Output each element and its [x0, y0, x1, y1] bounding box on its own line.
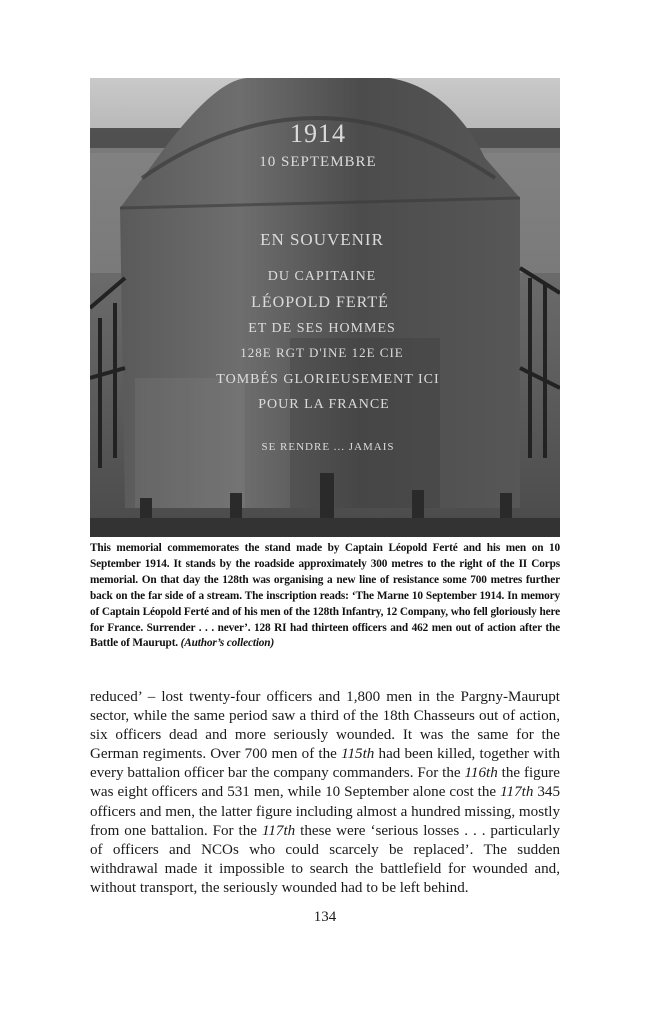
regiment-116th: 116th	[464, 765, 498, 782]
caption-credit: (Author’s collection)	[180, 637, 275, 650]
inscription-line5: LÉOPOLD FERTÉ	[251, 294, 389, 311]
memorial-photo	[90, 78, 560, 537]
body-text-5: these were ‘serious losses . . . particularly of officers and NCOs who could scarcely be replaced’. The sudden withdrawal made it impossible to search the battlefield for wounded and, without transport, the seriously wounded had to be left behind.	[90, 822, 560, 896]
inscription-line4: DU CAPITAINE	[267, 269, 377, 284]
body-text-2: had been killed, together with every battalion officer bar the company commanders. For the	[90, 746, 560, 782]
inscription-line8: TOMBÉS GLORIEUSEMENT ICI	[216, 372, 440, 387]
inscription-line9: POUR LA FRANCE	[258, 397, 390, 412]
body-paragraph	[90, 688, 560, 898]
body-text-4: 345 officers and men, the latter figure including almost a hundred missing, mostly from one battalion. For the	[90, 784, 561, 839]
inscription-line7: 128E RGT D'INE 12E CIE	[240, 345, 404, 360]
body-text-3: the figure was eight officers and 531 men, while 10 September alone cost the	[90, 765, 560, 801]
page-number: 134	[313, 909, 337, 925]
regiment-117th: 117th	[500, 784, 534, 801]
inscription-line3: EN SOUVENIR	[260, 230, 384, 249]
caption-text: This memorial commemorates the stand made by Captain Léopold Ferté and his men on 10 September 1914. It stands by the roadside approximately 300 metres to the right of the II Corps memorial. On that day the 128th was organising a new line of resistance some 700 metres further back on the far side of a stream. The inscription reads: ‘The Marne 10 September 1914. In memory of Captain Léopold Ferté and of his men of the 128th Infantry, 12 Company, who fell gloriously here for France. Surrender . . . never’. 128 RI had thirteen officers and 462 men out of action after the Battle of Maurupt.	[90, 542, 560, 650]
photo-caption	[90, 541, 560, 652]
regiment-115th: 115th	[341, 746, 375, 763]
inscription-line6: ET DE SES HOMMES	[248, 321, 396, 336]
inscription-line10: SE RENDRE ... JAMAIS	[261, 441, 395, 453]
inscription-line2: 10 SEPTEMBRE	[259, 154, 377, 170]
inscription-line1: 1914	[290, 119, 346, 148]
body-text-1: reduced’ – lost twenty-four officers and 1,800 men in the Pargny-Maurupt sector, while the same period saw a third of the 18th Chasseurs out of action, six officers dead and more seriously wounded. It was the same for the German regiments. Over 700 men of the	[90, 689, 560, 763]
memorial-photo-drawing	[90, 78, 560, 537]
regiment-117th-second: 117th	[261, 822, 296, 839]
